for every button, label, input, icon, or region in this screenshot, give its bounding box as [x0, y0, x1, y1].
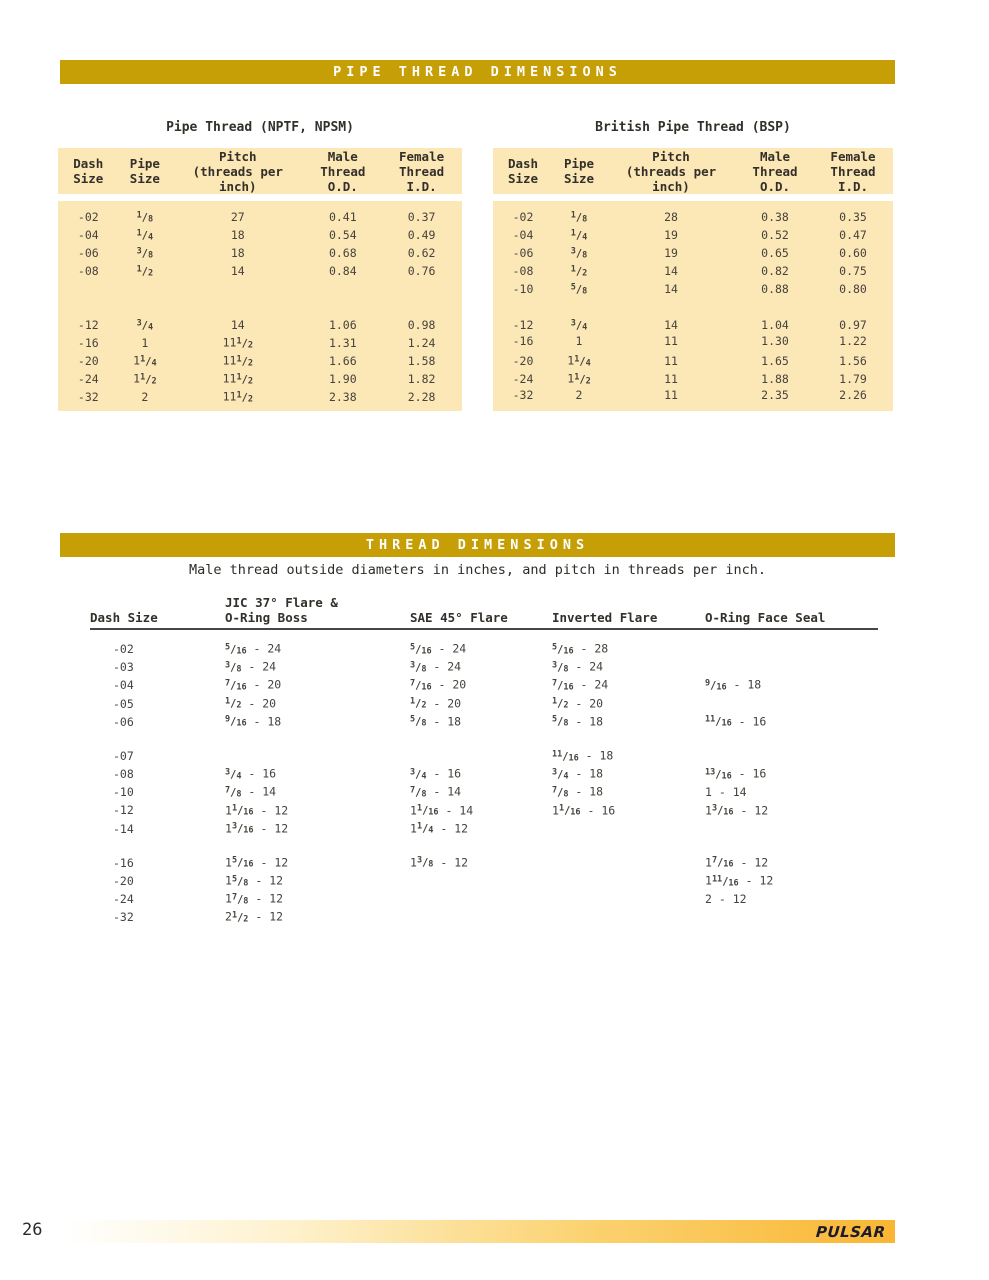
- thread-spec-cell: $1^1/16 - 16$: [552, 803, 616, 818]
- thread-spec-cell: $1^1/4 - 12$: [410, 821, 469, 836]
- thread-spec-cell: $^5$/16 - 24: [410, 641, 467, 656]
- table-cell: 11: [664, 371, 678, 386]
- table-cell: -06: [77, 245, 99, 260]
- thread-table-body: [90, 638, 878, 941]
- fraction: $^5$/16: [225, 642, 247, 656]
- column-header: Dash Size: [507, 156, 539, 186]
- fraction: $^{11}$/16: [711, 874, 739, 888]
- fraction: $^1$/2: [136, 264, 154, 278]
- column-header: Pipe Size: [563, 156, 595, 186]
- fraction: $^3$/4: [225, 767, 242, 782]
- table-cell: 1: [141, 335, 149, 350]
- table-cell: $11^1/2$: [222, 335, 253, 350]
- thread-spec-cell: $^7$/16 - 20: [225, 677, 282, 693]
- table-body: [58, 201, 462, 411]
- section-title: PIPE THREAD DIMENSIONS: [333, 64, 622, 80]
- fraction: $^1$/8: [570, 210, 588, 224]
- table-cell: -24: [77, 371, 99, 386]
- thread-spec-cell: $^7$/16 - 24: [552, 677, 609, 693]
- table-cell: 14: [664, 281, 678, 296]
- column-header: Female Thread I.D.: [830, 148, 876, 194]
- column-header: JIC 37° Flare & O-Ring Boss: [225, 595, 338, 625]
- thread-dimensions-subtitle: Male thread outside diameters in inches, and pitch in threads per inch.: [188, 562, 767, 578]
- dash-size-cell: -14: [113, 821, 134, 836]
- dash-size-cell: -02: [113, 641, 134, 656]
- table-row: [90, 906, 878, 924]
- thread-spec-cell: 2 - 12: [705, 892, 747, 907]
- table-cell: 1.88: [761, 371, 789, 386]
- column-header: Dash Size: [90, 610, 158, 625]
- column-header: Male Thread O.D.: [752, 148, 798, 194]
- table-cell: 18: [230, 245, 245, 260]
- table-row: [58, 224, 462, 242]
- thread-spec-cell: $^5$/8 - 18: [410, 714, 462, 729]
- table-row: [90, 656, 878, 674]
- column-header: Male Thread O.D.: [320, 148, 366, 194]
- table-cell: 0.80: [839, 281, 867, 296]
- fraction: $^1$/4: [416, 821, 434, 836]
- table-row: [90, 852, 878, 870]
- table-row: [90, 800, 878, 818]
- table-row: [493, 350, 893, 368]
- fraction: $^5$/8: [552, 714, 569, 729]
- table-row: [493, 314, 893, 332]
- row-group: [90, 745, 878, 836]
- fraction: $^1$/16: [416, 803, 439, 818]
- thread-spec-cell: $^5$/16 - 24: [225, 641, 282, 656]
- fraction: $^3$/16: [231, 821, 254, 836]
- table-cell: 1.58: [407, 353, 436, 368]
- pulsar-logo: PULSAR: [815, 1222, 887, 1241]
- fraction: $^7$/16: [711, 855, 734, 870]
- thread-spec-cell: $1^{11}/16 - 12$: [705, 873, 774, 888]
- table-cell: 0.62: [407, 245, 436, 260]
- table-cell: 1.24: [407, 335, 436, 350]
- table-cell: 2.35: [761, 388, 789, 402]
- table-cell: 0.47: [839, 227, 867, 242]
- column-header: Pitch (threads per inch): [625, 148, 717, 194]
- dash-size-cell: -05: [113, 696, 134, 711]
- table-row: [58, 260, 462, 278]
- thread-spec-cell: $^7$/8 - 14: [225, 784, 277, 800]
- table-row: [58, 350, 462, 368]
- table-row: [493, 368, 893, 386]
- dash-size-cell: -10: [113, 785, 134, 800]
- fraction: $^1$/4: [574, 354, 591, 368]
- fraction: $^3$/8: [570, 246, 588, 260]
- fraction: $^7$/16: [552, 678, 574, 693]
- fraction: $^7$/16: [225, 678, 247, 693]
- dash-size-cell: -03: [113, 660, 134, 675]
- fraction: $^3$/8: [225, 660, 242, 675]
- thread-spec-cell: $1^5/16 - 12$: [225, 855, 289, 870]
- page-number: 26: [22, 1220, 43, 1240]
- fraction: $^3$/4: [570, 318, 588, 332]
- table-cell: 27: [230, 209, 245, 224]
- thread-spec-cell: $^9$/16 - 18: [705, 677, 762, 693]
- fraction: $^7$/8: [410, 785, 427, 800]
- table-cell: 11: [664, 334, 678, 348]
- table-row: [58, 386, 462, 404]
- fraction: $^1$/8: [136, 210, 154, 224]
- thread-dimensions-band: [60, 533, 895, 557]
- section-title: THREAD DIMENSIONS: [365, 537, 590, 553]
- table-cell: 1.22: [839, 334, 867, 348]
- dash-size-cell: -16: [113, 855, 134, 870]
- pipe-thread-table-nptf: [58, 148, 462, 411]
- thread-spec-cell: $1^7/16 - 12$: [705, 855, 769, 870]
- table-cell: 0.38: [761, 209, 789, 224]
- table-cell: [119, 260, 172, 282]
- thread-spec-cell: $2^1/2 - 12$: [225, 910, 284, 925]
- fraction: $^3$/4: [410, 767, 427, 782]
- thread-spec-cell: $^3$/8 - 24: [225, 659, 277, 675]
- thread-spec-cell: $^{11}$/16 - 18: [552, 748, 614, 763]
- fraction: $^1$/2: [236, 336, 253, 350]
- table-row: [493, 278, 893, 296]
- dash-size-cell: -08: [113, 767, 134, 782]
- fraction: $^5$/8: [570, 282, 588, 296]
- thread-spec-cell: $^1$/2 - 20: [410, 696, 462, 711]
- table-cell: 0.84: [328, 263, 357, 278]
- thread-spec-cell: $^3$/4 - 18: [552, 766, 604, 782]
- fraction: $^3$/4: [136, 318, 154, 332]
- fraction: $^5$/16: [410, 642, 432, 656]
- table-row: [90, 763, 878, 781]
- thread-table-header-row: [90, 584, 878, 630]
- thread-spec-cell: $1^3/16 - 12$: [705, 803, 769, 818]
- column-header: Dash Size: [73, 156, 104, 186]
- fraction: $^7$/8: [231, 892, 249, 907]
- table-cell: -12: [512, 317, 534, 332]
- table-cell: -08: [77, 263, 99, 278]
- column-header: Female Thread I.D.: [398, 148, 445, 194]
- table-header-row: [58, 148, 462, 194]
- thread-spec-cell: $^7$/8 - 14: [410, 784, 462, 800]
- fraction: $^9$/16: [225, 714, 247, 729]
- fraction: $^5$/8: [231, 874, 249, 888]
- fraction: $^1$/2: [410, 696, 427, 711]
- dash-size-cell: -20: [113, 874, 134, 888]
- footer-brand-bar: [65, 1220, 895, 1243]
- table-row: [493, 206, 893, 224]
- table-cell: 1.79: [839, 371, 867, 386]
- table-cell: -12: [77, 317, 99, 332]
- table-cell: -20: [512, 353, 534, 368]
- fraction: $^3$/16: [711, 803, 734, 818]
- table-cell: 14: [230, 263, 245, 278]
- table-cell: 2: [575, 388, 583, 402]
- fraction: $^{11}$/16: [552, 748, 579, 763]
- table-cell: 1: [575, 334, 583, 348]
- table-cell: 1.90: [328, 371, 357, 386]
- dash-size-cell: -04: [113, 678, 134, 693]
- table-cell: -24: [512, 371, 534, 386]
- fraction: $^1$/2: [236, 354, 253, 368]
- fraction: $^1$/16: [231, 803, 254, 818]
- thread-spec-cell: $1^1/16 - 12$: [225, 803, 289, 818]
- table-cell: 2: [141, 389, 149, 404]
- table-row: [493, 224, 893, 242]
- table-cell: 18: [230, 227, 245, 242]
- table-cell: 1.04: [761, 317, 789, 332]
- table-header-row: [493, 148, 893, 194]
- table-cell: 0.54: [328, 227, 357, 242]
- table-cell: -02: [77, 209, 99, 224]
- table-row: [58, 332, 462, 350]
- table-cell: -02: [512, 209, 534, 224]
- table-cell: $1^1/2$: [133, 371, 157, 386]
- table-cell: -32: [77, 389, 99, 404]
- table-cell: 0.49: [407, 227, 436, 242]
- thread-spec-cell: $^1$/2 - 20: [225, 696, 277, 711]
- table-cell: $1^1/4$: [567, 353, 591, 368]
- table-cell: $1^1/4$: [133, 353, 157, 368]
- table-cell: -08: [512, 263, 534, 278]
- table-cell: 0.60: [839, 245, 867, 260]
- fraction: $^1$/16: [558, 803, 581, 818]
- table-cell: -20: [77, 353, 99, 368]
- thread-spec-cell: $^{13}$/16 - 16: [705, 766, 767, 782]
- fraction: $^7$/8: [225, 785, 242, 800]
- table-row: [493, 260, 893, 278]
- fraction: $^3$/8: [410, 660, 427, 675]
- table-cell: $11^1/2$: [222, 353, 253, 368]
- table-cell: $11^1/2$: [222, 371, 253, 386]
- column-header: SAE 45° Flare: [410, 610, 508, 625]
- table-row: [58, 368, 462, 386]
- table-cell: [119, 314, 172, 336]
- table-cell: 1.56: [839, 353, 867, 368]
- thread-spec-cell: $^3$/8 - 24: [410, 659, 462, 675]
- table-cell: 11: [664, 353, 678, 368]
- table-cell: -04: [77, 227, 99, 242]
- table-cell: 1.06: [328, 317, 357, 332]
- fraction: $^1$/2: [236, 372, 253, 386]
- row-group: [90, 852, 878, 925]
- table-cell: 2.26: [839, 388, 867, 402]
- table-cell: -10: [512, 281, 534, 296]
- dash-size-cell: -07: [113, 748, 134, 763]
- fraction: $^1$/2: [570, 264, 588, 278]
- table-cell: 1.30: [761, 334, 789, 348]
- dash-size-cell: -12: [113, 803, 134, 818]
- thread-spec-cell: $^5$/8 - 18: [552, 714, 604, 729]
- fraction: $^1$/2: [140, 372, 157, 386]
- fraction: $^5$/8: [410, 714, 427, 729]
- table-cell: [553, 278, 605, 300]
- table-cell: 0.65: [761, 245, 789, 260]
- table-cell: 0.68: [328, 245, 357, 260]
- table-cell: 0.82: [761, 263, 789, 278]
- fraction: $^9$/16: [705, 678, 727, 693]
- dash-size-cell: -32: [113, 910, 134, 925]
- table-cell: 2.28: [407, 389, 436, 404]
- table-cell: 0.97: [839, 317, 867, 332]
- table-cell: -32: [512, 388, 534, 402]
- table-cell: 0.98: [407, 317, 436, 332]
- table-row: [58, 314, 462, 332]
- fraction: $^1$/2: [225, 696, 242, 711]
- thread-spec-cell: $^9$/16 - 18: [225, 714, 282, 729]
- table-cell: 28: [664, 209, 678, 224]
- table-body: [493, 201, 893, 411]
- table-row: [90, 638, 878, 656]
- table-cell: 14: [230, 317, 245, 332]
- fraction: $^1$/2: [552, 696, 569, 711]
- table-cell: -06: [512, 245, 534, 260]
- table-cell: 0.75: [839, 263, 867, 278]
- thread-spec-cell: $^{11}$/16 - 16: [705, 714, 767, 729]
- thread-spec-cell: $1^7/8 - 12$: [225, 891, 284, 907]
- dash-size-cell: -06: [113, 714, 134, 729]
- fraction: $^3$/4: [552, 767, 569, 782]
- column-header: Inverted Flare: [552, 610, 658, 625]
- fraction: $^{13}$/16: [705, 767, 732, 782]
- fraction: $^3$/8: [136, 246, 154, 260]
- thread-spec-cell: $^3$/4 - 16: [410, 766, 462, 782]
- table-cell: 1.66: [328, 353, 357, 368]
- table-cell: 14: [664, 317, 678, 332]
- column-header: O-Ring Face Seal: [705, 610, 826, 625]
- table-row: [493, 332, 893, 350]
- table-cell: 14: [664, 263, 678, 278]
- table-cell: 0.35: [839, 209, 867, 224]
- table-row: [90, 781, 878, 799]
- table-cell: 0.88: [761, 281, 789, 296]
- fraction: $^1$/4: [570, 228, 588, 242]
- table-cell: 1.65: [761, 353, 789, 368]
- thread-spec-cell: $^1$/2 - 20: [552, 696, 604, 711]
- pipe-thread-dimensions-band: [60, 60, 895, 84]
- table-cell: 0.76: [407, 263, 436, 278]
- thread-spec-cell: $^7$/8 - 18: [552, 784, 604, 800]
- table-cell: -16: [512, 334, 534, 348]
- thread-spec-cell: $1^5/8 - 12$: [225, 873, 284, 888]
- table-cell: 11: [664, 388, 678, 402]
- table-cell: 0.41: [328, 209, 357, 224]
- table-row: [90, 674, 878, 692]
- fraction: $^1$/2: [574, 372, 591, 386]
- table-row: [90, 711, 878, 729]
- thread-spec-cell: 1 - 14: [705, 785, 747, 800]
- table-cell: 19: [664, 227, 678, 242]
- dash-size-cell: -24: [113, 892, 134, 907]
- fraction: $^5$/16: [552, 642, 574, 656]
- table-cell: $1^1/2$: [567, 371, 591, 386]
- table-cell: -04: [512, 227, 534, 242]
- fraction: $^1$/4: [136, 228, 154, 242]
- nptf-table-title: Pipe Thread (NPTF, NPSM): [166, 120, 354, 135]
- row-group: [90, 638, 878, 729]
- table-cell: $11^1/2$: [222, 389, 253, 404]
- table-row: [493, 386, 893, 404]
- table-cell: 2.38: [328, 389, 357, 404]
- table-cell: 0.52: [761, 227, 789, 242]
- table-cell: -16: [77, 335, 99, 350]
- table-cell: 0.37: [407, 209, 436, 224]
- table-cell: 1.31: [328, 335, 357, 350]
- table-row: [58, 206, 462, 224]
- thread-spec-cell: $^3$/8 - 24: [552, 659, 604, 675]
- fraction: $^3$/8: [416, 855, 434, 870]
- thread-spec-cell: $1^3/8 - 12$: [410, 855, 469, 870]
- thread-spec-cell: $^7$/16 - 20: [410, 677, 467, 693]
- fraction: $^1$/4: [140, 354, 157, 368]
- table-cell: 1.82: [407, 371, 436, 386]
- thread-spec-cell: $^5$/16 - 28: [552, 641, 609, 656]
- fraction: $^{11}$/16: [705, 714, 732, 729]
- thread-spec-cell: $^3$/4 - 16: [225, 766, 277, 782]
- table-cell: 19: [664, 245, 678, 260]
- table-row: [90, 888, 878, 906]
- table-row: [58, 242, 462, 260]
- fraction: $^1$/2: [236, 390, 253, 404]
- fraction: $^7$/8: [552, 785, 569, 800]
- pipe-thread-table-bsp: [493, 148, 893, 411]
- table-row: [90, 745, 878, 763]
- fraction: $^3$/8: [552, 660, 569, 675]
- fraction: $^5$/16: [231, 855, 254, 870]
- column-header: Pipe Size: [129, 156, 160, 186]
- bsp-table-title: British Pipe Thread (BSP): [595, 120, 791, 135]
- column-header: Pitch (threads per inch): [192, 148, 283, 194]
- table-row: [58, 296, 462, 314]
- thread-spec-cell: $1^3/16 - 12$: [225, 821, 289, 836]
- fraction: $^7$/16: [410, 678, 432, 693]
- fraction: $^1$/2: [231, 910, 249, 925]
- thread-spec-cell: $1^1/16 - 14$: [410, 803, 474, 818]
- table-row: [493, 242, 893, 260]
